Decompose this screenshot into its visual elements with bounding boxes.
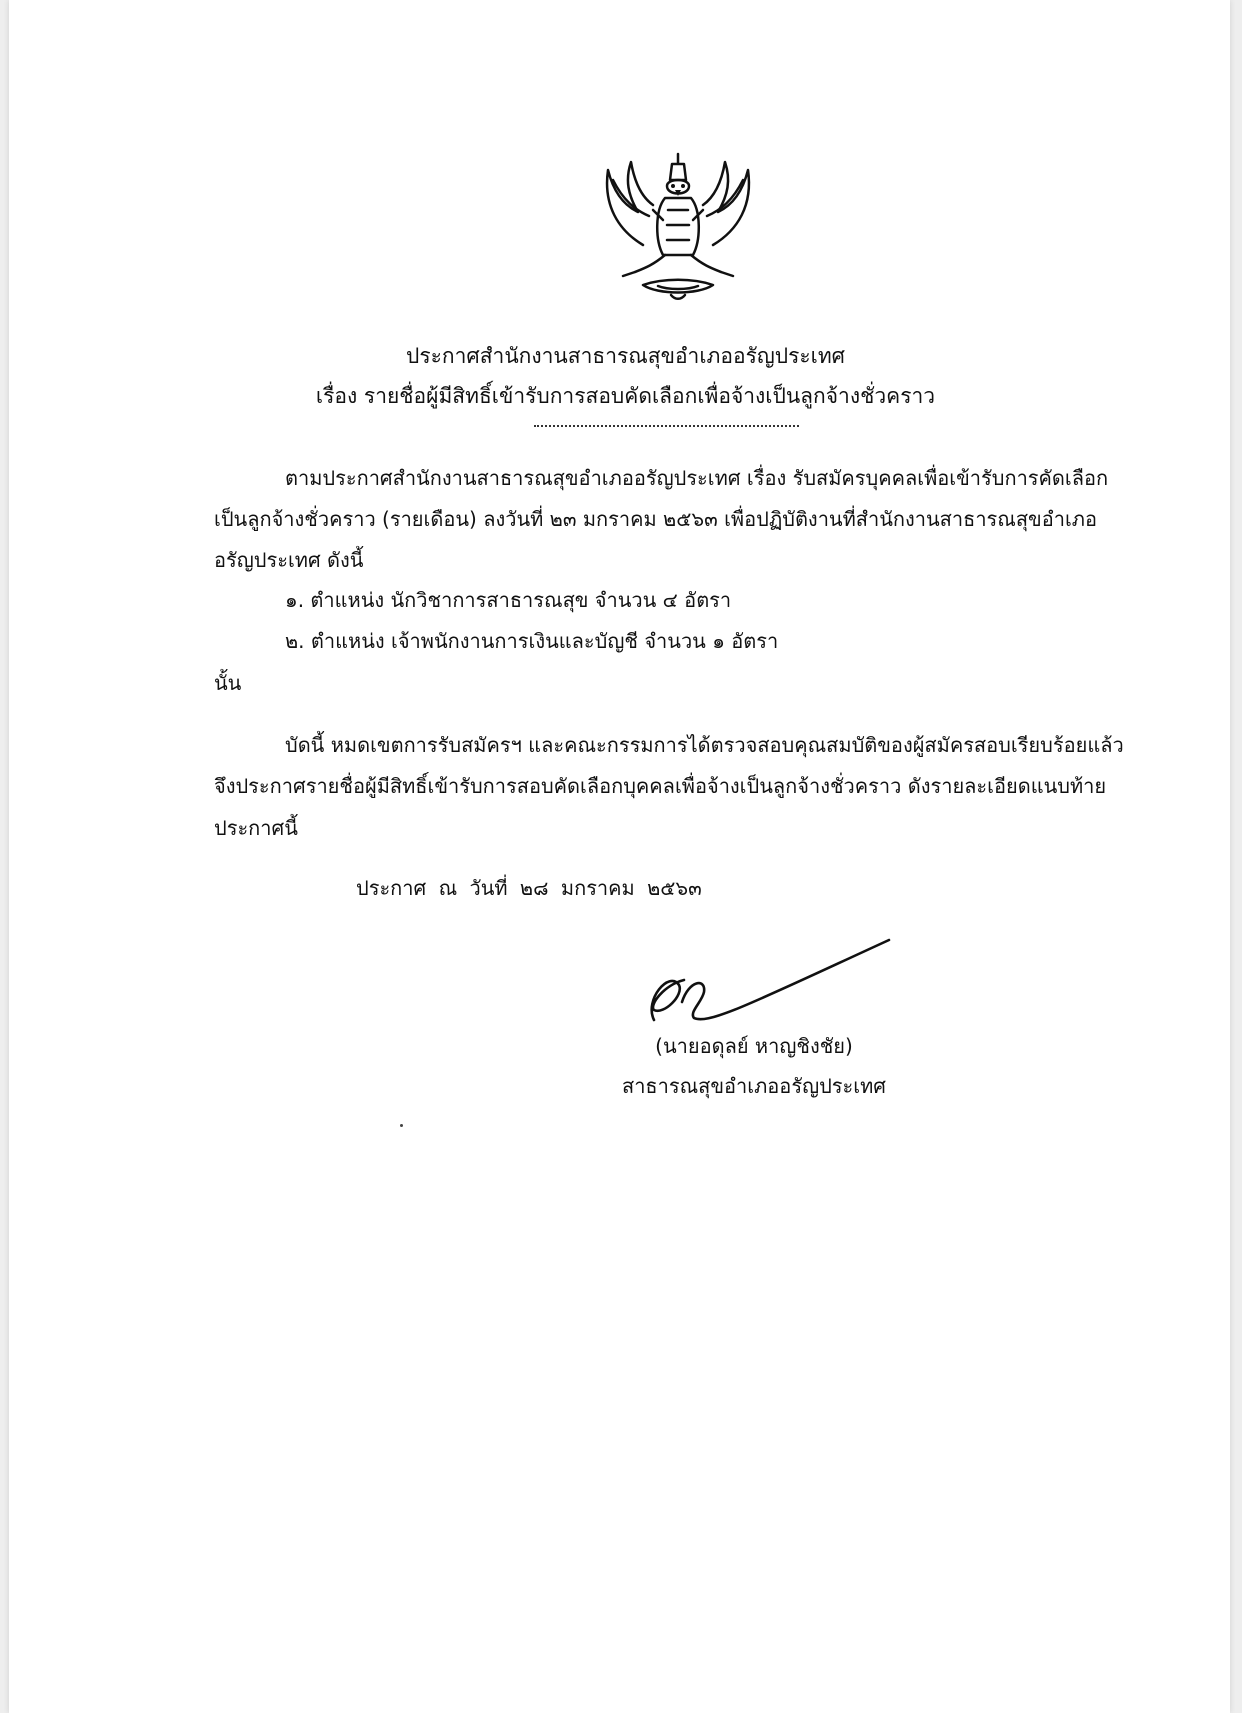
- garuda-emblem-icon: [583, 150, 773, 305]
- heading-line-1: ประกาศสำนักงานสาธารณสุขอำเภออรัญประเทศ: [405, 344, 846, 368]
- heading-separator: [534, 425, 799, 427]
- intro-line-3: อรัญประเทศ ดังนี้: [214, 548, 364, 572]
- intro-line-2: เป็นลูกจ้างชั่วคราว (รายเดือน) ลงวันที่ ๒๓ มกราคม ๒๕๖๓ เพื่อปฏิบัติงานที่สำนักงานสาธารณสุขอำเภอ: [214, 507, 1097, 531]
- body-line-3: ประกาศนี้: [214, 816, 298, 840]
- body-line-1: บัดนี้ หมดเขตการรับสมัครฯ และคณะกรรมการได้ตรวจสอบคุณสมบัติของผู้สมัครสอบเรียบร้อยแล้ว: [285, 733, 1124, 757]
- signer-name: (นายอดุลย์ หาญชิงชัย): [655, 1034, 853, 1058]
- document-page: [9, 0, 1230, 1713]
- intro-line-1: ตามประกาศสำนักงานสาธารณสุขอำเภออรัญประเทศ เรื่อง รับสมัครบุคคลเพื่อเข้ารับการคัดเลือก: [285, 466, 1109, 490]
- announcement-date: ประกาศ ณ วันที่ ๒๘ มกราคม ๒๕๖๓: [356, 876, 702, 900]
- nan-text: นั้น: [214, 671, 242, 695]
- position-item-2: ๒. ตำแหน่ง เจ้าพนักงานการเงินและบัญชี จำนวน ๑ อัตรา: [285, 629, 779, 653]
- scan-speck: [400, 1124, 403, 1127]
- signature-icon: [634, 930, 894, 1040]
- heading-line-2: เรื่อง รายชื่อผู้มีสิทธิ์เข้ารับการสอบคัดเลือกเพื่อจ้างเป็นลูกจ้างชั่วคราว: [315, 384, 936, 408]
- signer-title: สาธารณสุขอำเภออรัญประเทศ: [621, 1074, 886, 1098]
- body-line-2: จึงประกาศรายชื่อผู้มีสิทธิ์เข้ารับการสอบคัดเลือกบุคคลเพื่อจ้างเป็นลูกจ้างชั่วคราว ดังรายละเอียดแนบท้าย: [214, 774, 1107, 798]
- position-item-1: ๑. ตำแหน่ง นักวิชาการสาธารณสุข จำนวน ๔ อัตรา: [285, 588, 732, 612]
